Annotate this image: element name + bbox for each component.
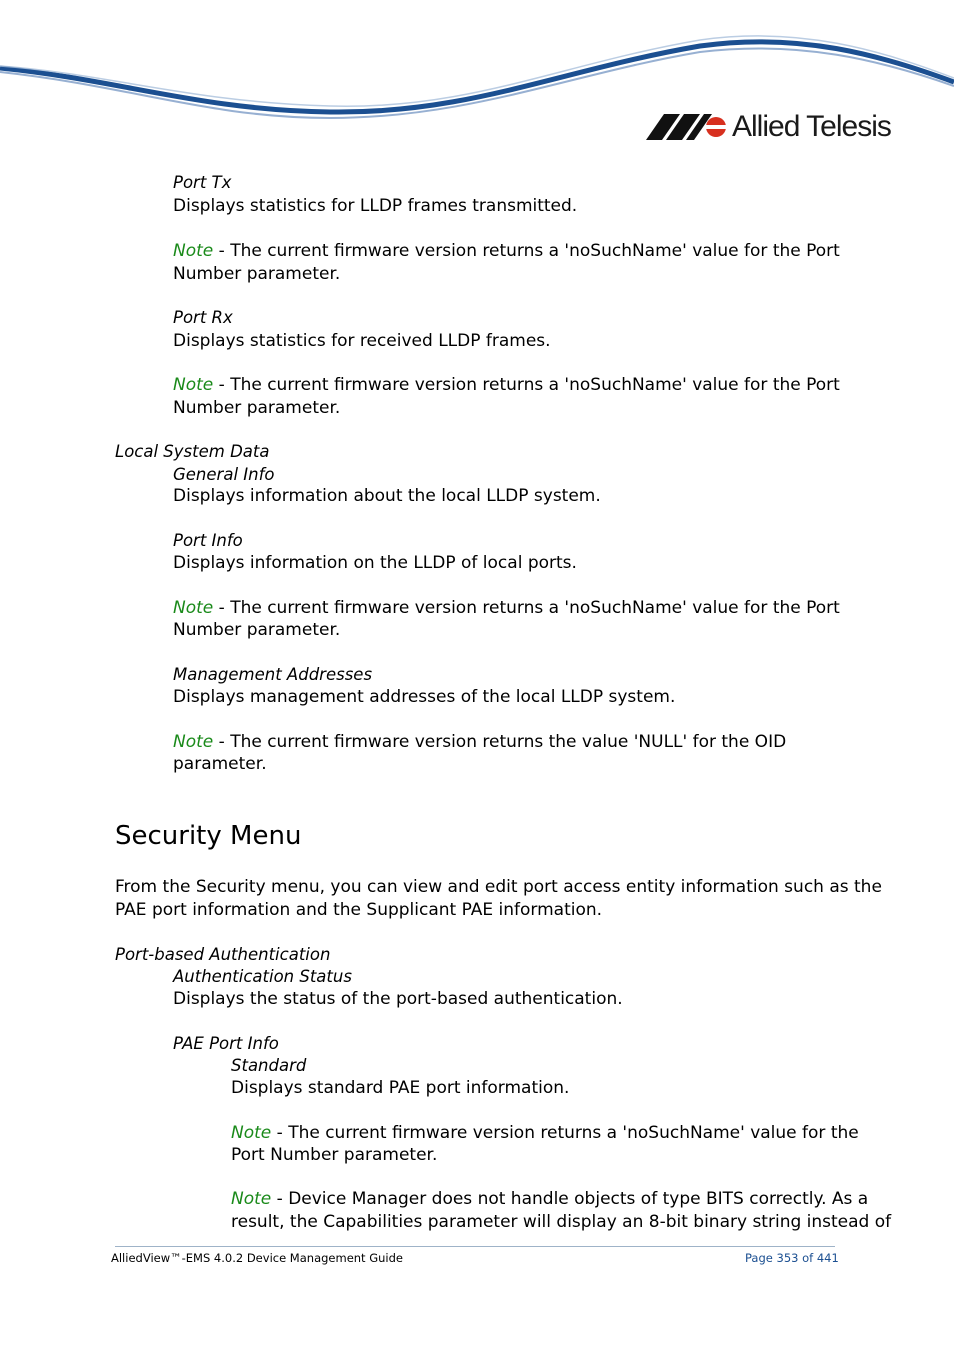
subheading-management-addresses: Management Addresses	[173, 665, 373, 684]
brand-logo	[646, 112, 891, 142]
body-text: From the Security menu, you can view and edit port access entity information such as the	[115, 877, 882, 897]
body-text: PAE port information and the Supplicant PAE information.	[115, 900, 603, 920]
note-line	[231, 1122, 859, 1144]
body-text: result, the Capabilities parameter will display an 8-bit binary string instead of	[231, 1212, 892, 1232]
note-text: - The current firmware version returns a 'noSuchName' value for the Port	[213, 598, 840, 618]
note-label: Note	[231, 1189, 272, 1209]
note-text: - The current firmware version returns a 'noSuchName' value for the	[271, 1123, 859, 1143]
body-text: Displays information about the local LLDP system.	[173, 486, 601, 506]
section-title: Security Menu	[115, 821, 302, 851]
body-text: parameter.	[173, 754, 267, 774]
subheading-port-based-authentication: Port-based Authentication	[115, 945, 331, 964]
subheading-port-tx: Port Tx	[173, 173, 232, 192]
body-text: Number parameter.	[173, 620, 341, 640]
note-label: Note	[173, 732, 214, 752]
note-line	[173, 597, 840, 619]
body-text: Displays information on the LLDP of local ports.	[173, 553, 577, 573]
note-text: - The current firmware version returns a 'noSuchName' value for the Port	[213, 375, 840, 395]
note-text: - Device Manager does not handle objects of type BITS correctly. As a	[271, 1189, 869, 1209]
subheading-authentication-status: Authentication Status	[173, 967, 352, 986]
note-label: Note	[231, 1123, 272, 1143]
subheading-local-system-data: Local System Data	[115, 442, 270, 461]
subheading-pae-port-info: PAE Port Info	[173, 1034, 279, 1053]
note-text: - The current firmware version returns the value 'NULL' for the OID	[213, 732, 787, 752]
note-line	[173, 731, 786, 753]
note-line	[173, 374, 840, 396]
footer-guide-title: AlliedView™-EMS 4.0.2 Device Management Guide	[111, 1251, 403, 1265]
note-text: - The current firmware version returns a 'noSuchName' value for the Port	[213, 241, 840, 261]
body-text: Displays management addresses of the local LLDP system.	[173, 687, 676, 707]
subheading-standard: Standard	[231, 1056, 307, 1075]
body-text: Number parameter.	[173, 398, 341, 418]
body-text: Displays statistics for LLDP frames transmitted.	[173, 196, 578, 216]
body-text: Displays statistics for received LLDP frames.	[173, 331, 551, 351]
footer-page-number: Page 353 of 441	[745, 1251, 839, 1265]
note-label: Note	[173, 241, 214, 261]
body-text: Number parameter.	[173, 264, 341, 284]
subheading-port-info: Port Info	[173, 531, 243, 550]
note-label: Note	[173, 598, 214, 618]
body-text: Port Number parameter.	[231, 1145, 438, 1165]
note-label: Note	[173, 375, 214, 395]
note-line	[173, 240, 840, 262]
note-line	[231, 1188, 868, 1210]
brand-name: Allied Telesis	[732, 110, 891, 143]
body-text: Displays standard PAE port information.	[231, 1078, 570, 1098]
footer-divider	[115, 1246, 835, 1247]
subheading-general-info: General Info	[173, 465, 275, 484]
subheading-port-rx: Port Rx	[173, 308, 233, 327]
allied-telesis-mark-icon	[646, 114, 726, 140]
body-text: Displays the status of the port-based authentication.	[173, 989, 623, 1009]
